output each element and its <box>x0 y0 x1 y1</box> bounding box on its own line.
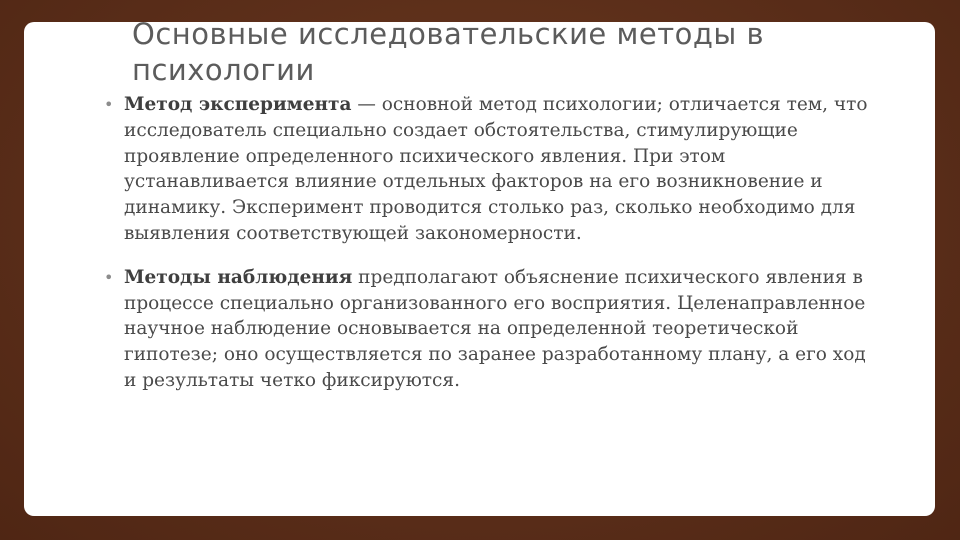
bullet-dot-icon: • <box>104 95 114 114</box>
bullet-dot-icon: • <box>104 267 114 287</box>
bullet-experiment-method <box>100 92 870 247</box>
bullet-text: предполагают объяснение психического явления в процессе специально организованного его восприятия. Целенаправленное научное наблюдение основывается на определенной теоретической гипотезе; оно осуществляется по заранее разработанному плану, а его ход и результаты четко фиксируются. <box>124 266 866 391</box>
bullet-observation-methods <box>100 265 870 394</box>
slide-title <box>132 16 764 88</box>
title-line-1: Основные исследовательские методы в <box>132 17 765 51</box>
title-line-2: психологии <box>132 53 315 87</box>
bullet-text: — основной метод психологии; отличается тем, что исследователь специально создает обстоятельства, стимулирующие проявление определенного психического явления. При этом устанавливается влияние отдельных факторов на его возникновение и динамику. Эксперимент проводится столько раз, сколько необходимо для выявления соответствующей закономерности. <box>124 94 868 244</box>
bullet-term: Метод эксперимента <box>124 94 352 115</box>
bullet-term: Методы наблюдения <box>124 266 353 288</box>
slide-body <box>100 92 870 412</box>
